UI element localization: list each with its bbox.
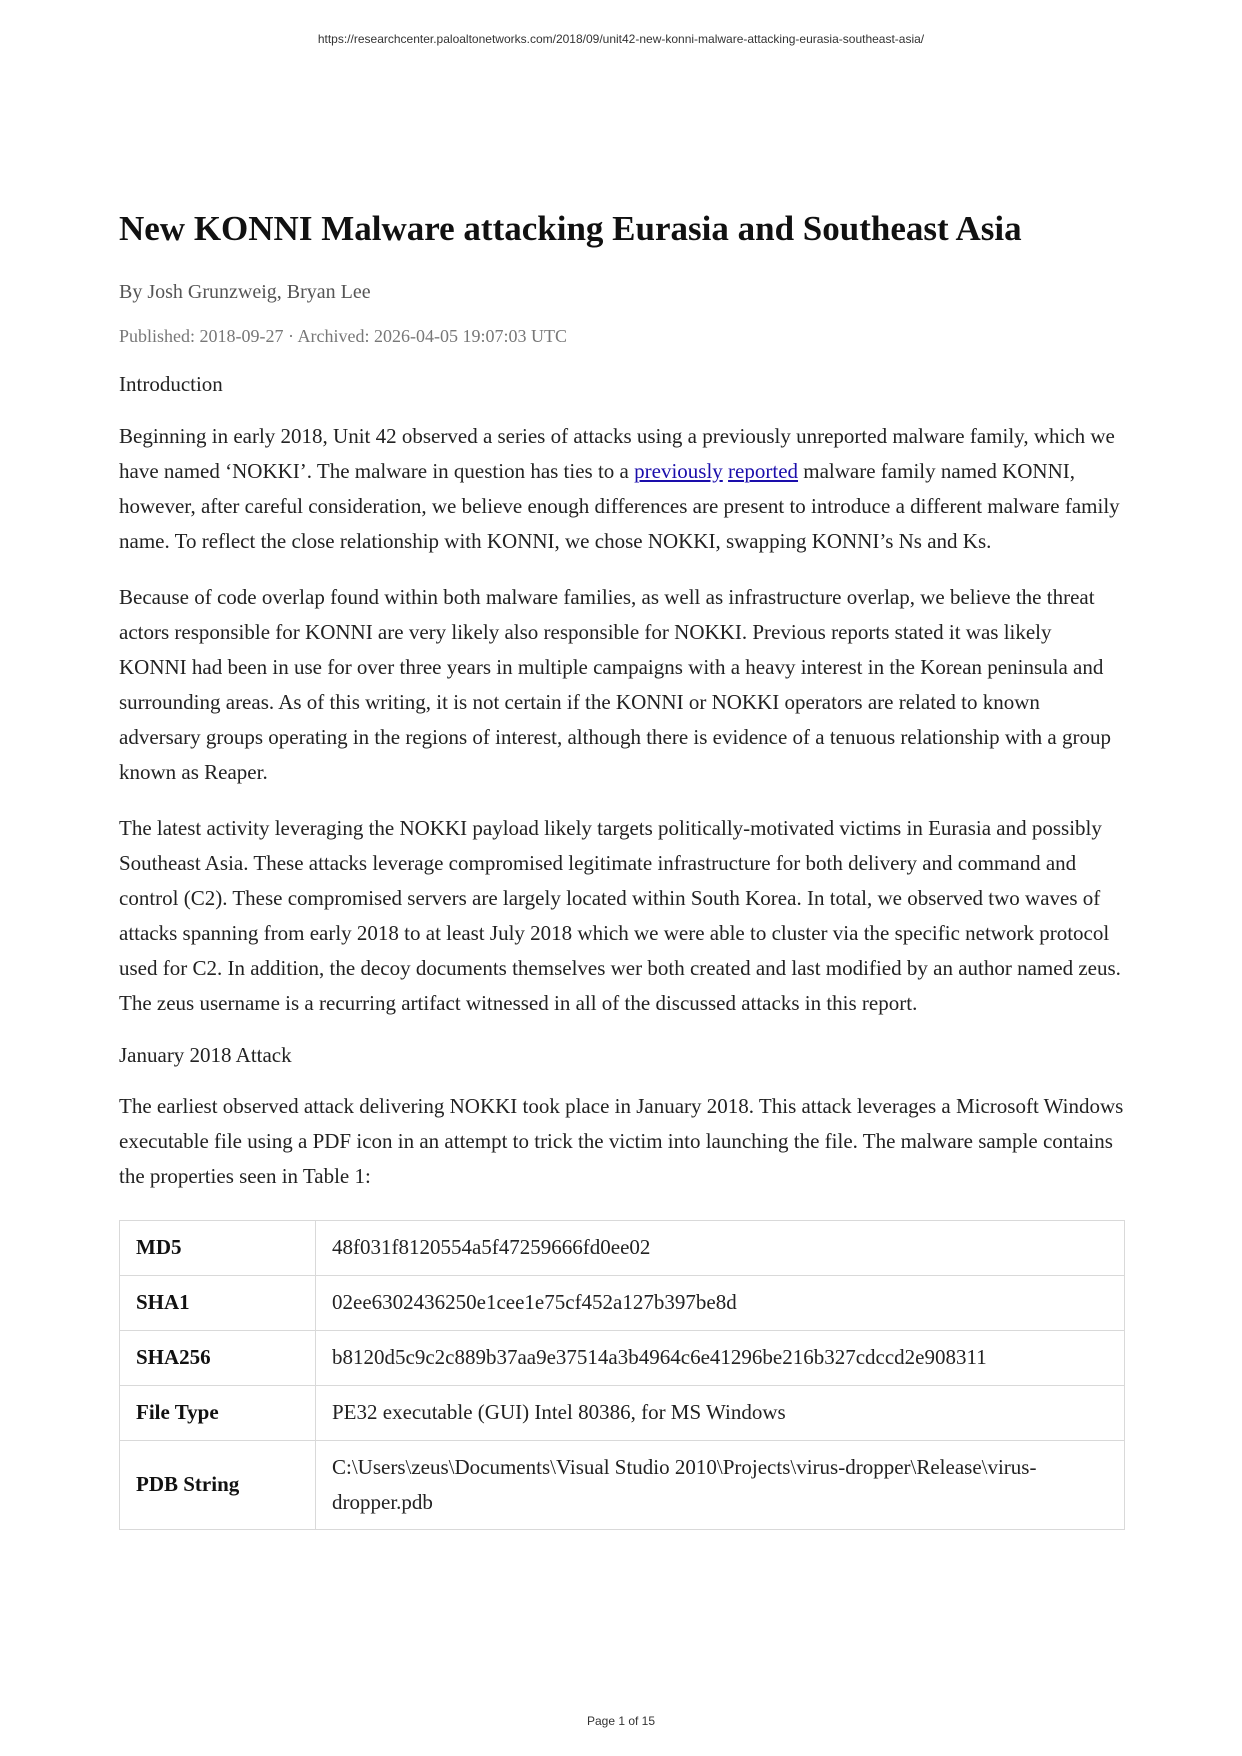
byline: By Josh Grunzweig, Bryan Lee xyxy=(119,281,371,303)
paragraph-1-text-end: malware family named KONNI, however, after careful consideration, we believe enough differences are present to introduce a different malware family name. To reflect the close relationship with KONNI, we chose NOKKI, swapping KONNI’s Ns and Ks. xyxy=(119,458,1120,553)
table-cell-value: C:\Users\zeus\Documents\Visual Studio 2010\Projects\virus-dropper\Release\virus-dropper.pdb xyxy=(316,1440,1125,1529)
table-cell-value: 02ee6302436250e1cee1e75cf452a127b397be8d xyxy=(316,1275,1125,1330)
source-url: https://researchcenter.paloaltonetworks.com/2018/09/unit42-new-konni-malware-attacking-eurasia-southeast-asia/ xyxy=(317,32,925,46)
paragraph-1 xyxy=(119,419,1124,559)
section-heading-january-2018-attack: January 2018 Attack xyxy=(119,1042,292,1067)
table-cell-label: MD5 xyxy=(120,1220,316,1275)
table-row xyxy=(120,1330,1125,1385)
table-cell-label: PDB String xyxy=(120,1440,316,1529)
table-row xyxy=(120,1440,1125,1529)
previously-link[interactable]: previously xyxy=(634,458,723,483)
table-cell-label: SHA256 xyxy=(120,1330,316,1385)
article-title: New KONNI Malware attacking Eurasia and Southeast Asia xyxy=(119,209,1022,248)
reported-link[interactable]: reported xyxy=(728,458,799,483)
table-cell-label: File Type xyxy=(120,1385,316,1440)
table-cell-value: PE32 executable (GUI) Intel 80386, for MS Windows xyxy=(316,1385,1125,1440)
sample-properties-table xyxy=(119,1220,1125,1530)
paragraph-2: Because of code overlap found within both malware families, as well as infrastructure overlap, we believe the threat actors responsible for KONNI are very likely also responsible for NOKKI. Previous reports stated it was likely KONNI had been in use for over three years in multiple campaigns with a heavy interest in the Korean peninsula and surrounding areas. As of this writing, it is not certain if the KONNI or NOKKI operators are related to known adversary groups operating in the regions of interest, although there is evidence of a tenuous relationship with a group known as Reaper. xyxy=(119,584,1111,784)
table-cell-value: b8120d5c9c2c889b37aa9e37514a3b4964c6e41296be216b327cdccd2e908311 xyxy=(316,1330,1125,1385)
article-body xyxy=(119,208,1124,1530)
table-cell-label: SHA1 xyxy=(120,1275,316,1330)
paragraph-4: The earliest observed attack delivering NOKKI took place in January 2018. This attack leverages a Microsoft Windows executable file using a PDF icon in an attempt to trick the victim into launching the file. The malware sample contains the properties seen in Table 1: xyxy=(119,1093,1124,1188)
paragraph-3: The latest activity leveraging the NOKKI payload likely targets politically-motivated victims in Eurasia and possibly Southeast Asia. These attacks leverage compromised legitimate infrastructure for both delivery and command and control (C2). These compromised servers are largely located within South Korea. In total, we observed two waves of attacks spanning from early 2018 to at least July 2018 which we were able to cluster via the specific network protocol used for C2. In addition, the decoy documents themselves wer both created and last modified by an author named zeus. The zeus username is a recurring artifact witnessed in all of the discussed attacks in this report. xyxy=(119,815,1121,1015)
paragraph-1-text-start: Beginning in early 2018, Unit 42 observed a series of attacks using a previously unreported malware family, which we have named ‘NOKKI’. The malware in question has ties to a xyxy=(119,423,1115,483)
section-heading-introduction: Introduction xyxy=(119,372,223,397)
table-row xyxy=(120,1220,1125,1275)
table-row xyxy=(120,1275,1125,1330)
publication-info: Published: 2018-09-27 · Archived: 2026-04-05 19:07:03 UTC xyxy=(119,326,567,346)
table-row xyxy=(120,1385,1125,1440)
page-number: Page 1 of 15 xyxy=(586,1714,656,1728)
table-cell-value: 48f031f8120554a5f47259666fd0ee02 xyxy=(316,1220,1125,1275)
